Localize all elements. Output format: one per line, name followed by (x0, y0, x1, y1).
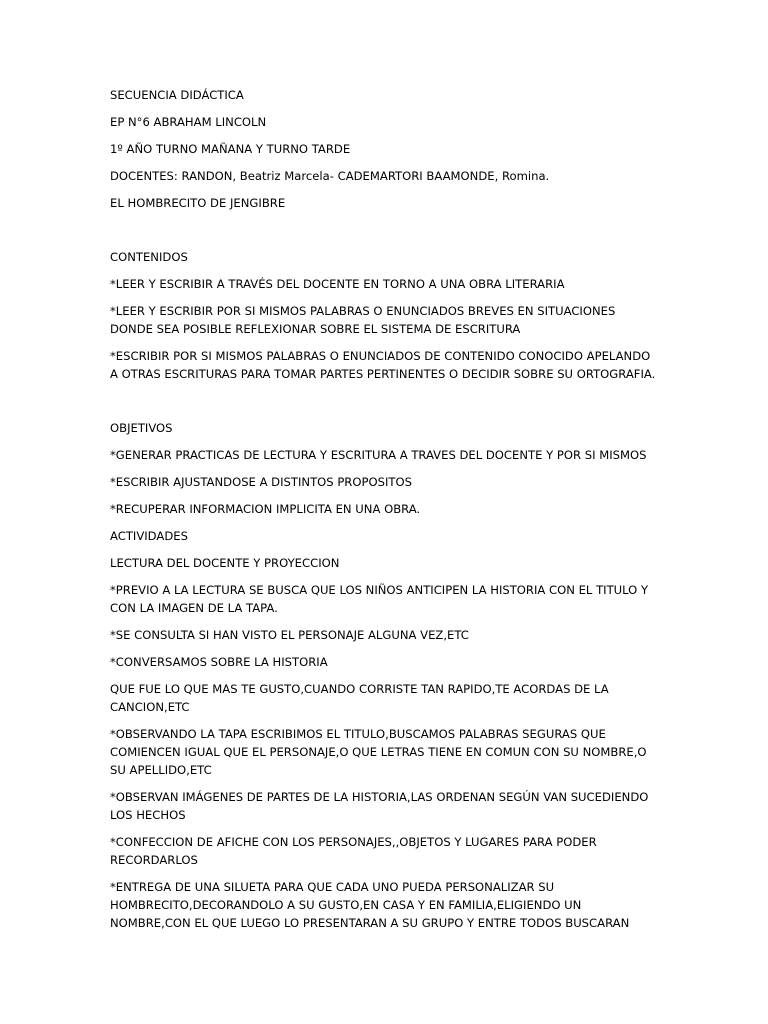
objetivos-heading: OBJETIVOS (110, 421, 173, 435)
contenidos-item: *ESCRIBIR POR SI MISMOS PALABRAS O ENUNCIADOS DE CONTENIDO CONOCIDO APELANDO A OTRAS ESCRITURAS PARA TOMAR PARTES PERTINENTES O DECIDIR SOBRE SU ORTOGRAFIA. (110, 349, 656, 381)
document-body (110, 86, 660, 941)
objetivos-item: *RECUPERAR INFORMACION IMPLICITA EN UNA OBRA. (110, 502, 421, 516)
teachers-line: DOCENTES: RANDON, Beatriz Marcela- CADEMARTORI BAAMONDE, Romina. (110, 169, 550, 183)
book-title: EL HOMBRECITO DE JENGIBRE (110, 196, 286, 210)
actividades-item: QUE FUE LO QUE MAS TE GUSTO,CUANDO CORRISTE TAN RAPIDO,TE ACORDAS DE LA CANCION,ETC (110, 682, 609, 714)
school-name: EP N°6 ABRAHAM LINCOLN (110, 115, 267, 129)
actividades-item: *SE CONSULTA SI HAN VISTO EL PERSONAJE ALGUNA VEZ,ETC (110, 628, 469, 642)
contenidos-heading: CONTENIDOS (110, 250, 188, 264)
actividades-item: *PREVIO A LA LECTURA SE BUSCA QUE LOS NIÑOS ANTICIPEN LA HISTORIA CON EL TITULO Y CON LA IMAGEN DE LA TAPA. (110, 583, 649, 615)
objetivos-item: *ESCRIBIR AJUSTANDOSE A DISTINTOS PROPOSITOS (110, 475, 412, 489)
section-gap (110, 221, 660, 248)
section-gap (110, 392, 660, 419)
actividades-item: *OBSERVANDO LA TAPA ESCRIBIMOS EL TITULO,BUSCAMOS PALABRAS SEGURAS QUE COMIENCEN IGUAL QUE EL PERSONAJE,O QUE LETRAS TIENE EN COMUN CON SU NOMBRE,O SU APELLIDO,ETC (110, 727, 647, 777)
actividades-item: *ENTREGA DE UNA SILUETA PARA QUE CADA UNO PUEDA PERSONALIZAR SU HOMBRECITO,DECORANDOLO A SU GUSTO,EN CASA Y EN FAMILIA,ELIGIENDO UN NOMBRE,CON EL QUE LUEGO LO PRESENTARAN A SU GRUPO Y ENTRE TODOS BUSCARAN (110, 880, 630, 930)
actividades-subheading: LECTURA DEL DOCENTE Y PROYECCION (110, 556, 340, 570)
grade-line: 1º AÑO TURNO MAÑANA Y TURNO TARDE (110, 142, 351, 156)
document-title: SECUENCIA DIDÁCTICA (110, 88, 244, 102)
objetivos-item: *GENERAR PRACTICAS DE LECTURA Y ESCRITURA A TRAVES DEL DOCENTE Y POR SI MISMOS (110, 448, 647, 462)
contenidos-item: *LEER Y ESCRIBIR A TRAVÉS DEL DOCENTE EN TORNO A UNA OBRA LITERARIA (110, 277, 565, 291)
actividades-item: *CONVERSAMOS SOBRE LA HISTORIA (110, 655, 328, 669)
contenidos-item: *LEER Y ESCRIBIR POR SI MISMOS PALABRAS O ENUNCIADOS BREVES EN SITUACIONES DONDE SEA POSIBLE REFLEXIONAR SOBRE EL SISTEMA DE ESCRITURA (110, 304, 616, 336)
actividades-heading: ACTIVIDADES (110, 529, 188, 543)
actividades-item: *CONFECCION DE AFICHE CON LOS PERSONAJES,,OBJETOS Y LUGARES PARA PODER RECORDARLOS (110, 835, 597, 867)
actividades-item: *OBSERVAN IMÁGENES DE PARTES DE LA HISTORIA,LAS ORDENAN SEGÚN VAN SUCEDIENDO LOS HECHOS (110, 790, 649, 822)
